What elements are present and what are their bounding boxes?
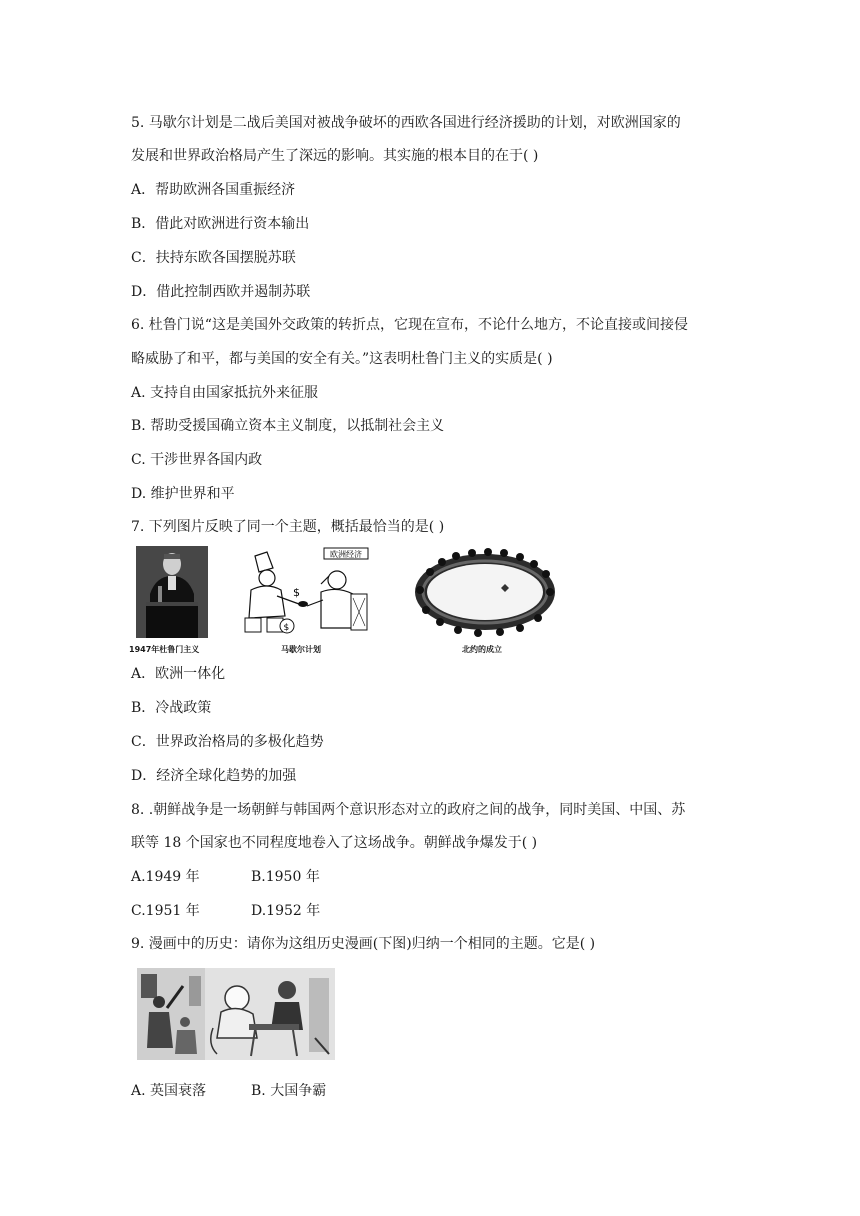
q9-stem: 9. 漫画中的历史：请你为这组历史漫画(下图)归纳一个相同的主题。它是( )	[131, 936, 596, 952]
q8-options-row1	[131, 867, 320, 887]
q7-option-a: A．欧洲一体化	[131, 666, 226, 682]
marshall-plan-cartoon	[237, 546, 371, 638]
history-cartoon-pair	[137, 968, 335, 1060]
q9-option-b: B. 大国争霸	[251, 1083, 327, 1099]
q5-stem-line2: 发展和世界政治格局产生了深远的影响。其实施的根本目的在于( )	[131, 148, 539, 164]
q5-option-d: D．借此控制西欧并遏制苏联	[131, 284, 311, 300]
q6-option-c: C. 干涉世界各国内政	[131, 452, 263, 468]
q7-stem: 7. 下列图片反映了同一个主题，概括最恰当的是( )	[131, 519, 445, 535]
q7-option-d: D．经济全球化趋势的加强	[131, 768, 297, 784]
q7-option-c: C．世界政治格局的多极化趋势	[131, 734, 324, 750]
q9-options-row1	[131, 1081, 326, 1101]
caption-marshall-plan: 马歇尔计划	[281, 645, 321, 654]
q6-option-a: A. 支持自由国家抵抗外来征服	[131, 385, 319, 401]
q8-options-row2	[131, 901, 320, 921]
q6-stem-line1: 6. 杜鲁门说“这是美国外交政策的转折点，它现在宣布，不论什么地方，不论直接或间接侵	[131, 317, 688, 333]
q6-option-d: D. 维护世界和平	[131, 486, 235, 502]
caption-nato-founding: 北约的成立	[462, 645, 502, 654]
q5-option-c: C．扶持东欧各国摆脱苏联	[131, 250, 296, 266]
q7-option-b: B．冷战政策	[131, 700, 212, 716]
caption-truman-doctrine: 1947年杜鲁门主义	[129, 645, 200, 654]
truman-photo	[136, 546, 208, 638]
svg-text:$: $	[293, 586, 300, 599]
q8-stem-line2: 联等 18 个国家也不同程度地卷入了这场战争。朝鲜战争爆发于( )	[131, 835, 538, 851]
q6-option-b: B. 帮助受援国确立资本主义制度，以抵制社会主义	[131, 418, 445, 434]
svg-text:$: $	[283, 623, 290, 633]
q8-option-a: A.1949 年	[131, 869, 200, 885]
nato-founding-photo	[410, 546, 560, 638]
q6-stem-line2: 略威胁了和平，都与美国的安全有关。”这表明杜鲁门主义的实质是( )	[131, 351, 553, 367]
q8-option-d: D.1952 年	[251, 903, 321, 919]
q8-stem-line1: 8. .朝鲜战争是一场朝鲜与韩国两个意识形态对立的政府之间的战争，同时美国、中国、苏	[131, 802, 686, 818]
q8-option-c: C.1951 年	[131, 903, 200, 919]
q5-stem-line1: 5. 马歇尔计划是二战后美国对被战争破坏的西欧各国进行经济援助的计划，对欧洲国家的	[131, 115, 681, 131]
q5-option-b: B．借此对欧洲进行资本输出	[131, 216, 310, 232]
cartoon-label: 欧洲经济	[330, 550, 362, 559]
q5-option-a: A．帮助欧洲各国重振经济	[131, 182, 296, 198]
q8-option-b: B.1950 年	[251, 869, 320, 885]
q9-option-a: A. 英国衰落	[131, 1083, 207, 1099]
